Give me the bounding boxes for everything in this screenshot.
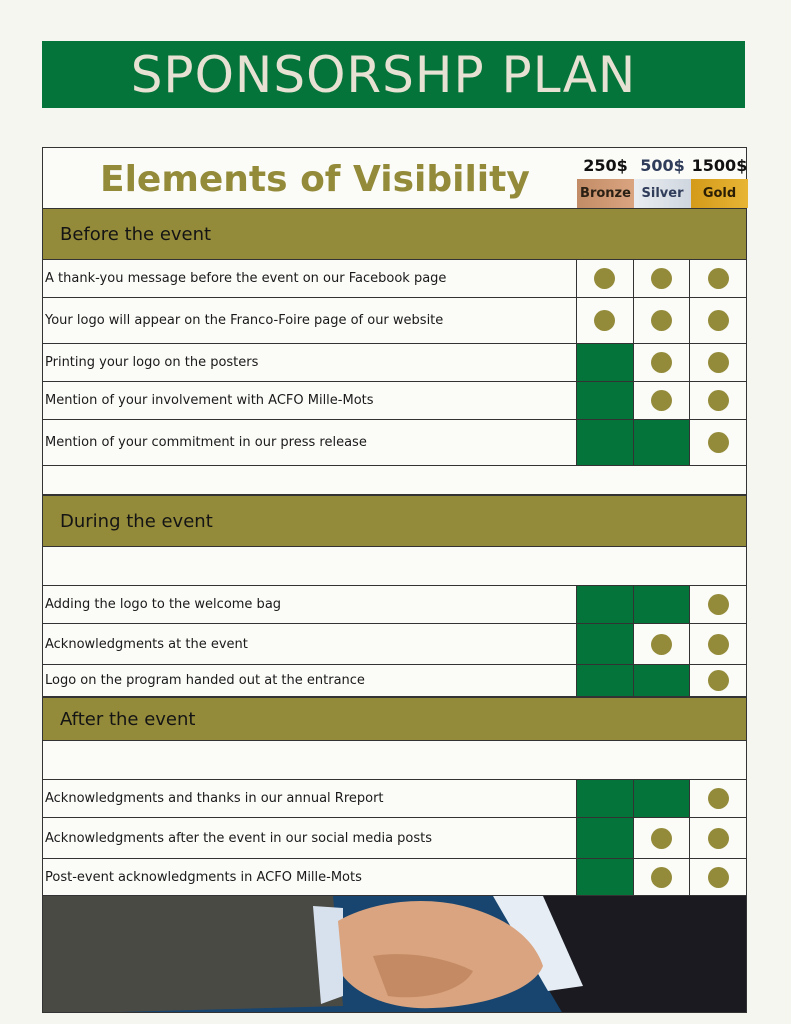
included-dot-icon (708, 310, 729, 331)
included-dot-icon (708, 594, 729, 615)
row-label: Acknowledgments after the event in our social media posts (45, 830, 433, 846)
cell-silver-included (633, 298, 690, 343)
section-title: After the event (60, 708, 196, 730)
spacer-row (42, 741, 747, 780)
table-row (42, 780, 747, 818)
table-row (42, 260, 747, 298)
included-dot-icon (708, 352, 729, 373)
cell-bronze-included (576, 298, 633, 343)
cell-silver-not-included (633, 665, 690, 696)
included-dot-icon (651, 828, 672, 849)
section-header-after (42, 697, 747, 741)
table-row (42, 665, 747, 697)
cell-gold-included (689, 624, 746, 664)
cell-bronze-not-included (576, 780, 633, 817)
table-row (42, 859, 747, 897)
cell-gold-included (689, 586, 746, 623)
tier-name: Bronze (577, 179, 634, 208)
included-dot-icon (708, 268, 729, 289)
cell-gold-included (689, 859, 746, 896)
cell-gold-included (689, 780, 746, 817)
included-dot-icon (651, 867, 672, 888)
table-row (42, 624, 747, 665)
table-row (42, 818, 747, 859)
section-after-rows (42, 780, 747, 897)
tier-price: 250$ (583, 156, 628, 175)
section-header-during (42, 495, 747, 547)
table-row (42, 298, 747, 344)
included-dot-icon (708, 670, 729, 691)
row-label: Printing your logo on the posters (45, 355, 259, 370)
row-label: Mention of your commitment in our press release (45, 435, 367, 450)
cell-gold-included (689, 665, 746, 696)
row-label: Logo on the program handed out at the entrance (45, 673, 365, 688)
row-label: Mention of your involvement with ACFO Mille-Mots (45, 393, 374, 408)
cell-gold-included (689, 344, 746, 381)
cell-silver-included (633, 382, 690, 419)
cell-silver-included (633, 818, 690, 858)
cell-gold-included (689, 420, 746, 465)
cell-silver-included (633, 260, 690, 297)
cell-gold-included (689, 818, 746, 858)
table-row (42, 382, 747, 420)
included-dot-icon (651, 634, 672, 655)
section-title: Before the event (60, 223, 212, 245)
cell-bronze-not-included (576, 818, 633, 858)
row-label: Acknowledgments and thanks in our annual Rreport (45, 791, 384, 806)
row-label: Post-event acknowledgments in ACFO Mille-Mots (45, 870, 362, 885)
cell-bronze-not-included (576, 382, 633, 419)
cell-gold-included (689, 382, 746, 419)
table-row (42, 420, 747, 466)
table-row (42, 586, 747, 624)
tier-name: Gold (691, 179, 748, 208)
cell-bronze-not-included (576, 586, 633, 623)
cell-silver-included (633, 344, 690, 381)
included-dot-icon (708, 788, 729, 809)
tier-bronze (577, 148, 634, 208)
tier-silver (634, 148, 691, 208)
included-dot-icon (651, 268, 672, 289)
cell-silver-not-included (633, 586, 690, 623)
visibility-table (42, 147, 747, 897)
table-row (42, 344, 747, 382)
cell-silver-not-included (633, 420, 690, 465)
tier-name: Silver (634, 179, 691, 208)
included-dot-icon (708, 432, 729, 453)
cell-bronze-included (576, 260, 633, 297)
cell-bronze-not-included (576, 859, 633, 896)
section-header-before (42, 208, 747, 260)
spacer-row (42, 466, 747, 495)
cell-bronze-not-included (576, 420, 633, 465)
cell-gold-included (689, 260, 746, 297)
included-dot-icon (708, 390, 729, 411)
included-dot-icon (594, 268, 615, 289)
included-dot-icon (708, 867, 729, 888)
row-label: Adding the logo to the welcome bag (45, 597, 282, 612)
spacer-row (42, 547, 747, 586)
tier-price: 500$ (640, 156, 685, 175)
cell-bronze-not-included (576, 624, 633, 664)
included-dot-icon (708, 828, 729, 849)
table-title: Elements of Visibility (100, 159, 530, 200)
section-before-rows (42, 260, 747, 466)
included-dot-icon (708, 634, 729, 655)
cell-silver-not-included (633, 780, 690, 817)
included-dot-icon (651, 310, 672, 331)
cell-gold-included (689, 298, 746, 343)
page-title-banner (42, 41, 745, 108)
cell-bronze-not-included (576, 344, 633, 381)
cell-silver-included (633, 624, 690, 664)
included-dot-icon (651, 352, 672, 373)
row-label: A thank-you message before the event on our Facebook page (45, 271, 447, 286)
handshake-illustration (43, 896, 747, 1013)
tier-gold (691, 148, 748, 208)
handshake-photo (42, 895, 747, 1013)
table-header (42, 147, 747, 208)
section-title: During the event (60, 510, 213, 532)
tier-price: 1500$ (691, 156, 748, 175)
row-label: Your logo will appear on the Franco-Foire page of our website (45, 313, 444, 328)
cell-bronze-not-included (576, 665, 633, 696)
page-title: SPONSORSHP PLAN (130, 45, 637, 104)
section-during-rows (42, 586, 747, 697)
included-dot-icon (594, 310, 615, 331)
row-label: Acknowledgments at the event (45, 636, 248, 652)
cell-silver-included (633, 859, 690, 896)
included-dot-icon (651, 390, 672, 411)
